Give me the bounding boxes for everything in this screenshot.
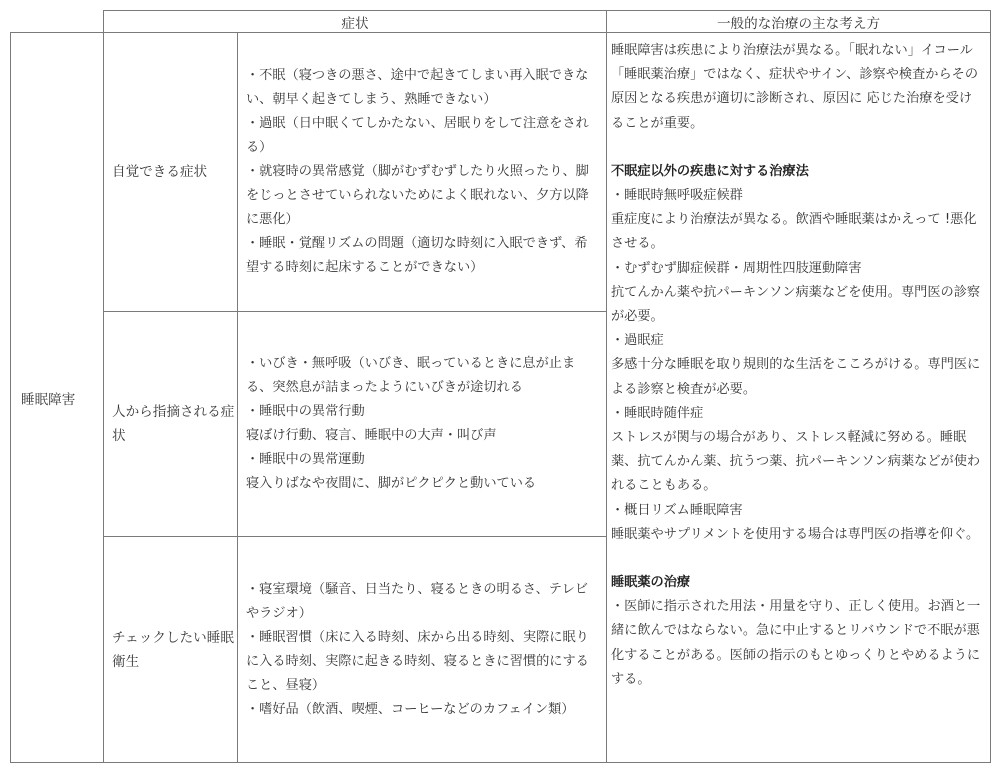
symptom-item: ・睡眠・覚醒リズムの問題（適切な時刻に入眠できず、希望する時刻に起床することができない） [246,236,588,275]
symptom-item: 寝ぼけ行動、寝言、睡眠中の大声・叫び声 [246,428,497,443]
symptoms-cell [238,537,607,763]
category-label: 人から指摘される症状 [104,312,238,537]
treatment-cell [607,33,991,763]
symptom-item: ・過眠（日中眠くてしかたない、居眠りをして注意をされる） [246,116,589,155]
header-corner [11,11,104,33]
symptom-item: 寝入りばなや夜間に、脚がピクピクと動いている [246,476,537,491]
disorder-label: 睡眠障害 [11,33,104,763]
category-label: チェックしたい睡眠衛生 [104,537,238,763]
treatment-section-heading: 不眠症以外の疾患に対する治療法 [611,163,809,179]
treatment-line: 睡眠薬やサプリメントを使用する場合は専門医の指導を仰ぐ。 [611,526,980,542]
header-symptoms: 症状 [104,11,607,33]
symptom-item: ・就寝時の異常感覚（脚がむずむずしたり火照ったり、脚をじっとさせていられないためによく眠れない、夕方以降に悪化） [246,164,589,227]
category-label: 自覚できる症状 [104,33,238,312]
symptom-item: ・睡眠習慣（床に入る時刻、床から出る時刻、実際に眠りに入る時刻、実際に起きる時刻、寝るときに習慣的にすること、昼寝） [246,629,589,693]
treatment-line: ・概日リズム睡眠障害 [611,502,743,518]
table-header-row [11,11,991,33]
treatment-line: ・過眠症 [611,333,664,349]
symptom-item: ・いびき・無呼吸（いびき、眠っているときに息が止まる、突然息が詰まったようにいびきが途切れる [246,356,576,395]
symptom-item: ・寝室環境（騒音、日当たり、寝るときの明るさ、テレビやラジオ） [246,581,589,621]
treatment-line: ・睡眠時無呼吸症候群 [611,188,743,204]
treatment-line: ・医師に指示された用法・用量を守り、正しく使用。お酒と一緒に飲んではならない。急に中止するとリバウンドで不眠が悪化することがある。医師の指示のもとゆっくりとやめるようにする。 [611,599,981,687]
header-treatment: 一般的な治療の主な考え方 [607,11,991,33]
table-row [11,33,991,312]
treatment-line: 重症度により治療法が異なる。飲酒や睡眠薬はかえって !悪化させる。 [611,212,977,252]
treatment-line: ストレスが関与の場合があり、ストレス軽減に努める。睡眠薬、抗てんかん薬、抗うつ薬、抗パーキンソン病薬などが使われることもある。 [611,430,981,494]
treatment-line: ・睡眠時随伴症 [611,405,704,421]
symptoms-cell [238,312,607,537]
sleep-disorder-table [10,10,991,763]
treatment-intro: 睡眠障害は疾患により治療法が異なる。「眠れない」イコール「睡眠薬治療」ではなく、症状やサイン、診察や検査からその原因となる疾患が適切に診断され、原因に 応じた治療を受けることが重要。 [611,43,979,131]
treatment-line: 抗てんかん薬や抗パーキンソン病薬などを使用。専門医の診察が必要。 [611,284,981,325]
symptoms-cell [238,33,607,312]
symptom-item: ・嗜好品（飲酒、喫煙、コーヒーなどのカフェイン類） [246,701,575,717]
treatment-line: ・むずむず脚症候群・周期性四肢運動障害 [611,260,862,276]
symptom-item: ・不眠（寝つきの悪さ、途中で起きてしまい再入眠できない、朝早く起きてしまう、熟睡できない） [246,68,589,107]
treatment-section-heading: 睡眠薬の治療 [611,575,691,591]
symptom-item: ・睡眠中の異常行動 [246,404,365,419]
symptom-item: ・睡眠中の異常運動 [246,452,365,467]
treatment-line: 多感十分な睡眠を取り規則的な生活をこころがける。専門医による診察と検査が必要。 [611,357,981,397]
